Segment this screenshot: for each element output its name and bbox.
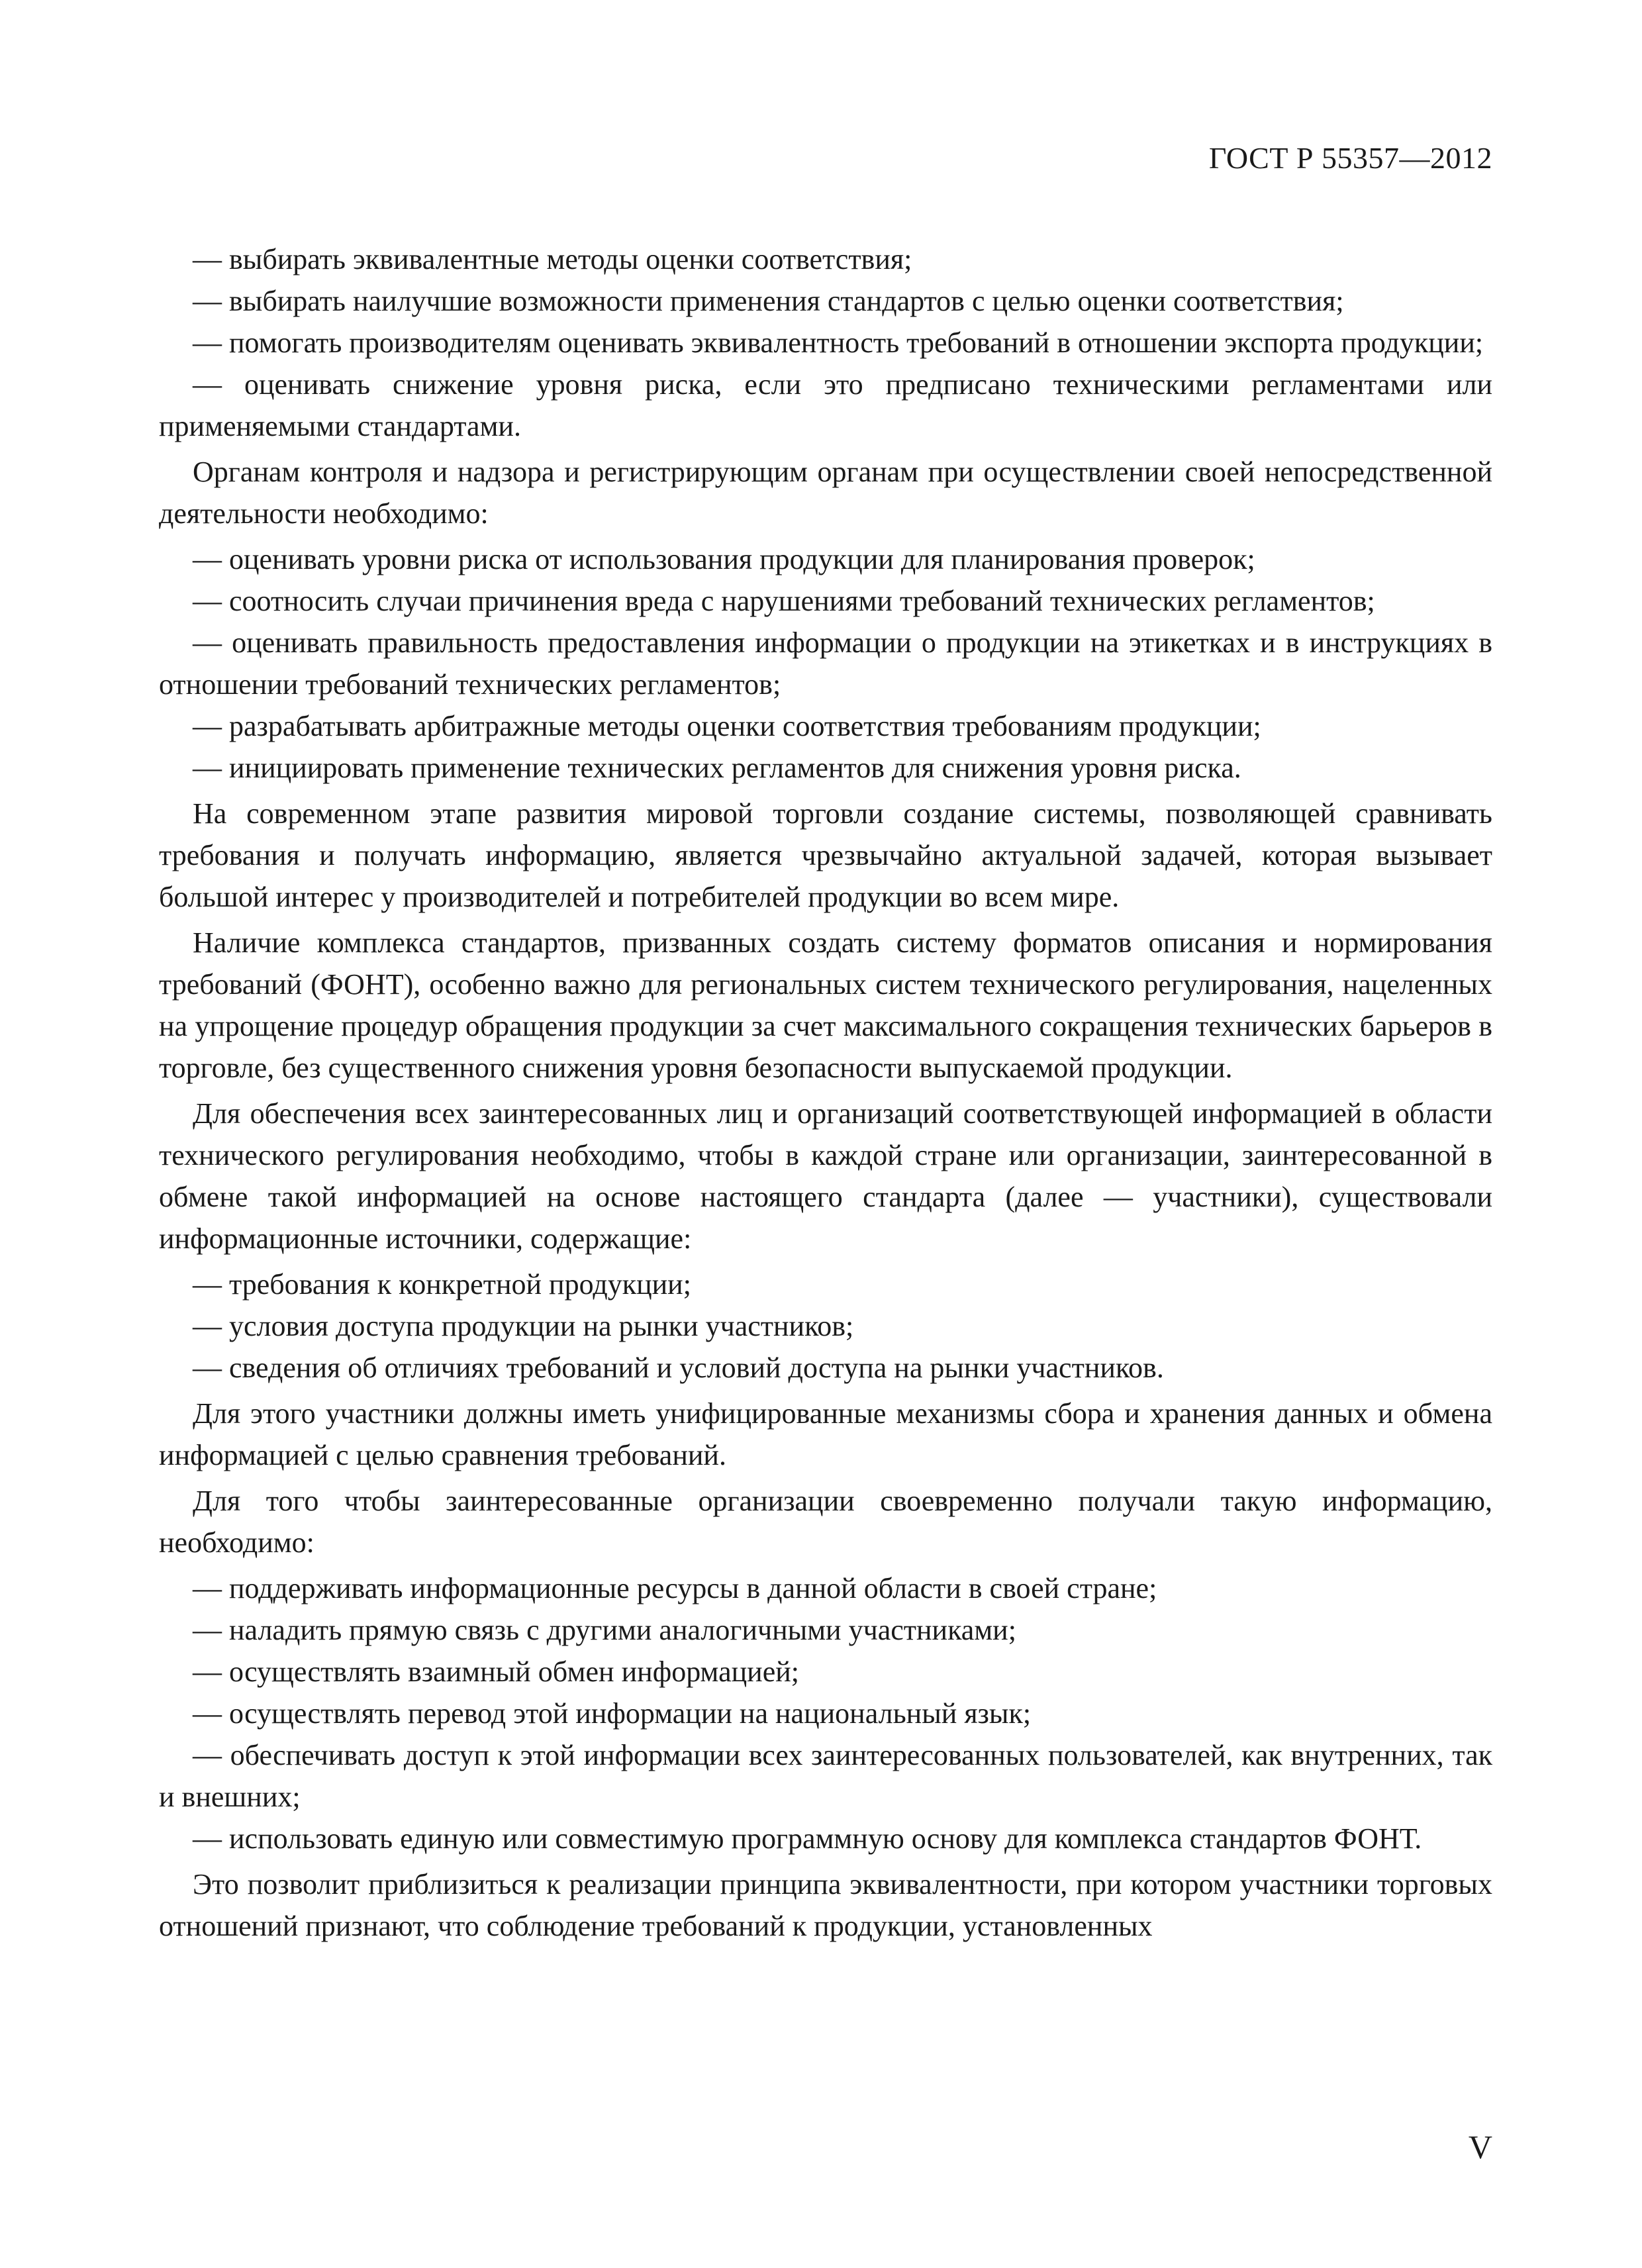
list-item: — оценивать правильность предоставления информации о продукции на этикетках и в инструкциях в отношении требований технических регламентов; <box>159 626 1492 701</box>
document-code: ГОСТ Р 55357—2012 <box>1208 141 1492 175</box>
list-item: — условия доступа продукции на рынки участников; <box>193 1310 854 1342</box>
paragraph: Это позволит приблизиться к реализации принципа эквивалентности, при котором участники торговых отношений признают, что соблюдение требований к продукции, установленных <box>159 1868 1492 1942</box>
list-item: — разрабатывать арбитражные методы оценки соответствия требованиям продукции; <box>193 710 1261 742</box>
list-item: — оценивать уровни риска от использования продукции для планирования проверок; <box>193 543 1255 575</box>
paragraph: Для обеспечения всех заинтересованных лиц и организаций соответствующей информацией в области технического регулирования необходимо, чтобы в каждой стране или организации, заинтересованной в обмене такой информацией на основе настоящего стандарта (далее — участники), существовали информационные источники, содержащие: <box>159 1097 1492 1255</box>
page-number: V <box>1468 2128 1492 2165</box>
list-item: — выбирать эквивалентные методы оценки соответствия; <box>193 243 912 275</box>
paragraph: Для этого участники должны иметь унифицированные механизмы сбора и хранения данных и обмена информацией с целью сравнения требований. <box>159 1397 1492 1471</box>
paragraph: Наличие комплекса стандартов, призванных создать систему форматов описания и нормирования требований (ФОНТ), особенно важно для региональных систем технического регулирования, нацеленных на упрощение процедур обращения продукции за счет максимального сокращения технических барьеров в торговле, без существенного снижения уровня безопасности выпускаемой продукции. <box>159 926 1492 1084</box>
list-item: — наладить прямую связь с другими аналогичными участниками; <box>193 1614 1016 1646</box>
body-text <box>159 238 1492 1951</box>
paragraph: Органам контроля и надзора и регистрирующим органам при осуществлении своей непосредственной деятельности необходимо: <box>159 456 1492 530</box>
list-item: — поддерживать информационные ресурсы в данной области в своей стране; <box>193 1572 1157 1604</box>
list-item: — требования к конкретной продукции; <box>193 1268 691 1301</box>
list-item: — осуществлять перевод этой информации на национальный язык; <box>193 1697 1032 1730</box>
list-item: — помогать производителям оценивать эквивалентность требований в отношении экспорта продукции; <box>193 326 1484 359</box>
list-item: — соотносить случаи причинения вреда с нарушениями требований технических регламентов; <box>193 585 1375 617</box>
paragraph: На современном этапе развития мировой торговли создание системы, позволяющей сравнивать требования и получать информацию, является чрезвычайно актуальной задачей, которая вызывает большой интерес у производителей и потребителей продукции во всем мире. <box>159 797 1492 913</box>
list-item: — обеспечивать доступ к этой информации всех заинтересованных пользователей, как внутренних, так и внешних; <box>159 1739 1492 1813</box>
list-item: — сведения об отличиях требований и условий доступа на рынки участников. <box>193 1352 1164 1384</box>
list-item: — оценивать снижение уровня риска, если это предписано техническими регламентами или применяемыми стандартами. <box>159 368 1492 442</box>
paragraph: Для того чтобы заинтересованные организации своевременно получали такую информацию, необходимо: <box>159 1485 1492 1559</box>
list-item: — осуществлять взаимный обмен информацией; <box>193 1655 800 1688</box>
list-item: — использовать единую или совместимую программную основу для комплекса стандартов ФОНТ. <box>193 1822 1422 1855</box>
list-item: — инициировать применение технических регламентов для снижения уровня риска. <box>193 752 1241 784</box>
list-item: — выбирать наилучшие возможности применения стандартов с целью оценки соответствия; <box>193 285 1344 317</box>
